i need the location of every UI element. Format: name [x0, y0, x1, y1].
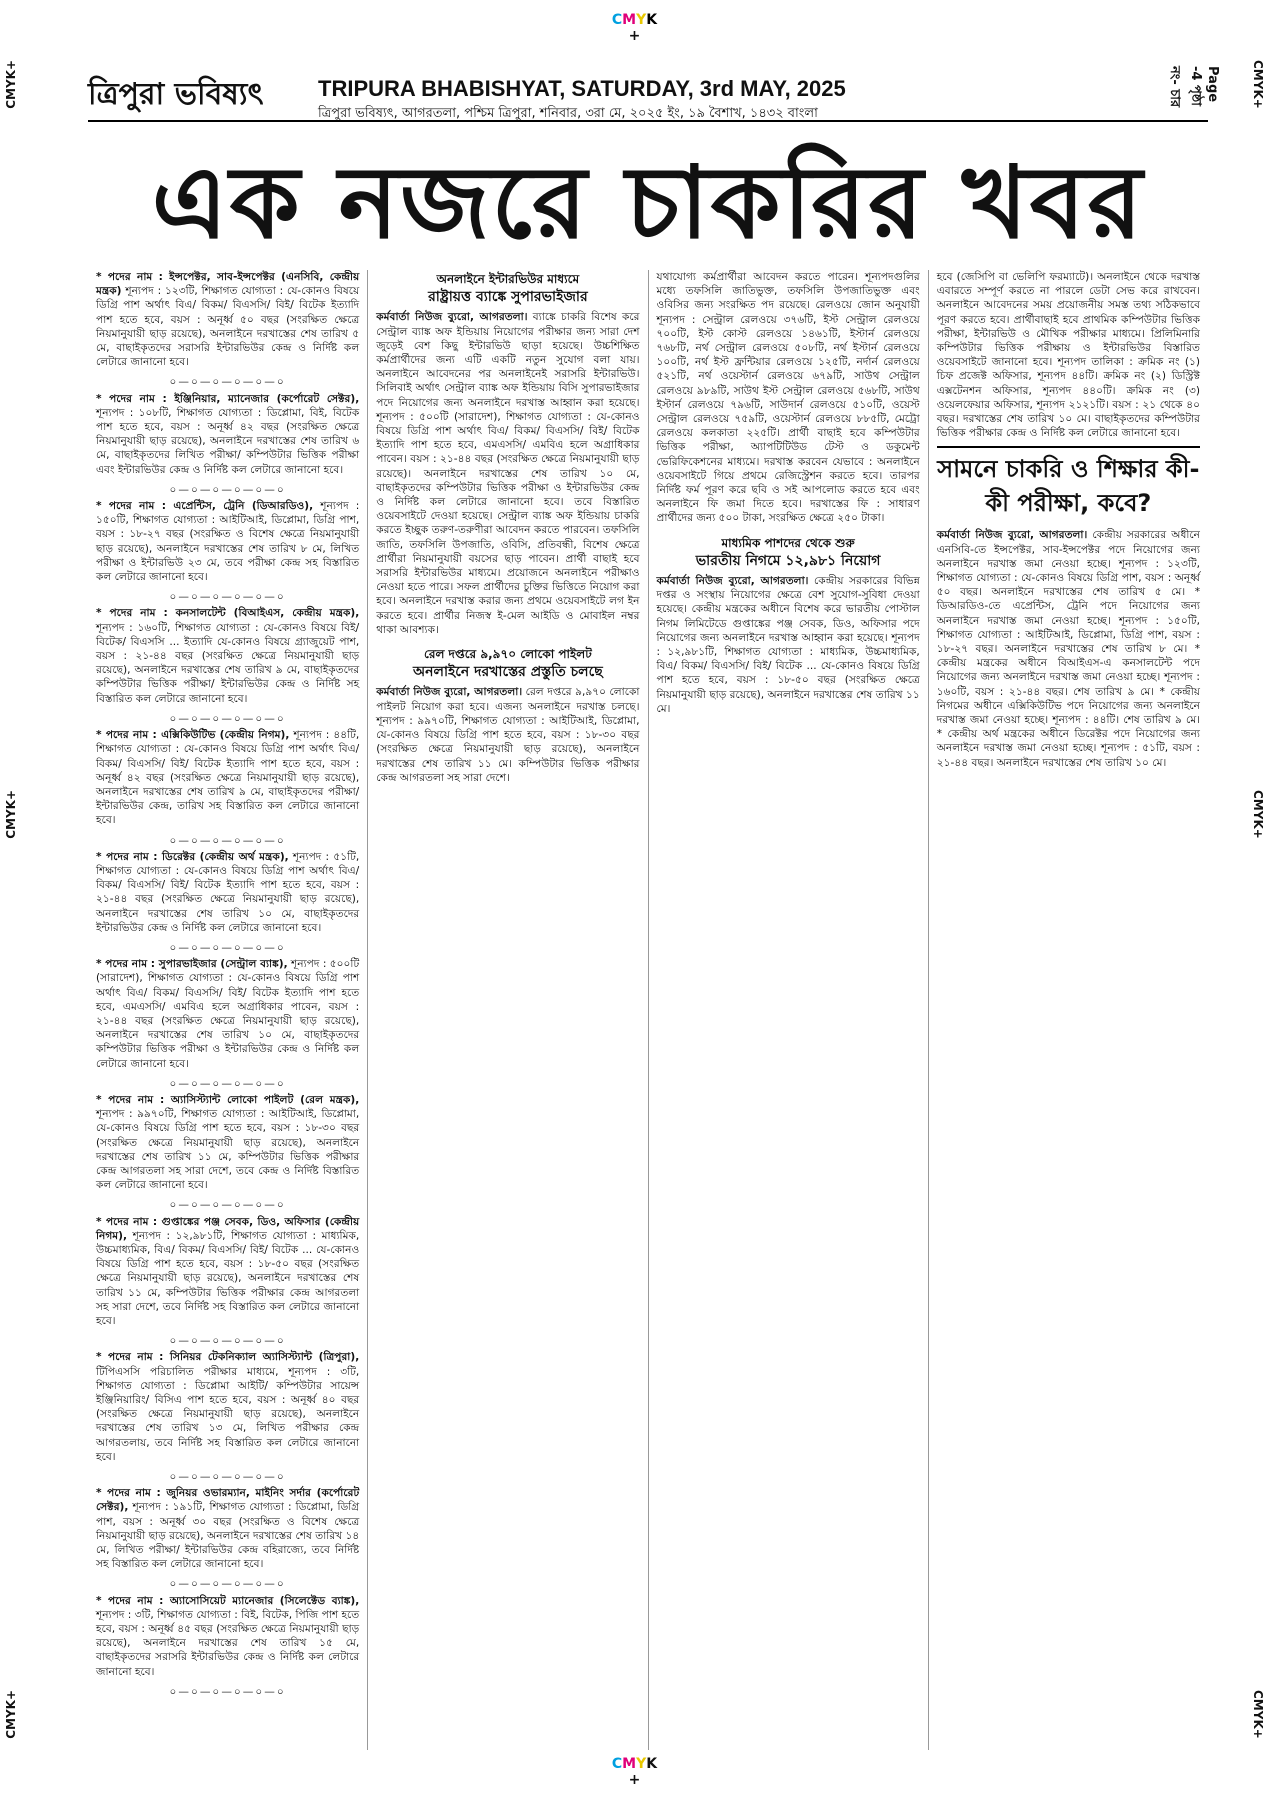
article-body-5: হবে (জেসিপি বা ভেলিপি ফরম্যাটে)। অনলাইনে থেকে দরখাস্ত এবারতে সম্পূর্ণ করতে না পারলে ডেটা সেভ করে রাখবেন। অনলাইনে আবেদনের সময় প্রয়োজনীয় সমস্ত তথ্য সঠিকভাবে পূরণ করতে হবে। প্রার্থীবাছাই হবে প্রাথমিক কম্পিউটার ভিত্তিক পরীক্ষা, ইন্টারভিউ ও মৌখিক পরীক্ষার মাধ্যমে। প্রিলিমিনারি কম্পিউটার ভিত্তিক পরীক্ষায় ও ইন্টারভিউর বিস্তারিত ওয়েবসাইটে জানানো হবে। শূন্যপদ তালিকা : ক্রমিক নং (১) চিফ প্রজেক্ট অফিসার, শূন্যপদ ৪৪টি। ক্রমিক নং (২) ডিস্ট্রিক্ট এক্সটেনশন অফিসার, শূন্যপদ ৪৪০টি। ক্রমিক নং (৩) ওয়েলফেয়ার অফিসার, শূন্যপদ ২১২১টি। বয়স : ২১ থেকে ৪০ বছর। দরখাস্তের শেষ তারিখ ১০ মে। বাছাইকৃতদের কম্পিউটার ভিত্তিক পরীক্ষার কেন্দ্র ও নির্দিষ্ট কল লেটারে জানানো হবে।: [936, 271, 1200, 440]
article-body-4: কেন্দ্রীয় সরকারের বিভিন্ন দপ্তর ও সংস্থায় নিয়োগের ক্ষেত্রে বেশ সুযোগ-সুবিধা দেওয়া হয়েছে। কেন্দ্রীয় মন্ত্রকের অধীনে বিশেষ করে ভারতীয় পোস্টাল নিগম লিমিটেডে গুপ্তাঙ্কের পঞ্জ সেবক, ডিও, অফিসার পদে নিয়োগের জন্য অনলাইনে দরখাস্ত আহ্বান করা হয়েছে। শূন্যপদ : ১২,৯৮১টি, শিক্ষাগত যোগ্যতা : মাধ্যমিক, উচ্চমাধ্যমিক, বিএ/ বিকম/ বিএসসি/ বিই/ বিটেক ... যে-কোনও বিষয়ে ডিগ্রি পাশ হতে হবে, বয়স : ১৮-৫০ বছর (সংরক্ষিত ক্ষেত্রে নিয়মানুযায়ী ছাড় রয়েছে), অনলাইনে দরখাস্তের শেষ তারিখ ১১ মে।: [656, 575, 920, 715]
job-body: শূন্যপদ : ৫০০টি (সারাদেশ), শিক্ষাগত যোগ্যতা : যে-কোনও বিষয়ে ডিগ্রি পাশ অর্থাৎ বিএ/ বিকম/ বিএসসি/ বিই/ বিটেক ইত্যাদি পাশ হতে হবে, এমএসসি/ এমবিএ হলে অগ্রাধিকার পাবেন, বয়স : ২১-৪৪ বছর (সংরক্ষিত ক্ষেত্রে নিয়মানুযায়ী ছাড় রয়েছে), অনলাইনে দরখাস্তের শেষ তারিখ ১০ মে, বাছাইকৃতদের কম্পিউটার ভিত্তিক পরীক্ষা ও ইন্টারভিউর কেন্দ্র ও নির্দিষ্ট কল লেটারে জানানো হবে।: [96, 958, 360, 1070]
article-title-3: ভারতীয় নিগমে ১২,৯৮১ নিয়োগ: [695, 552, 881, 569]
job-body: টিপিএসসি পরিচালিত পরীক্ষার মাধ্যমে, শূন্যপদ : ৩টি, শিক্ষাগত যোগ্যতা : ডিপ্লোমা আইটি/ কম্পিউটার সায়েন্স ইঞ্জিনিয়ারিং/ বিসিএ পাশ হতে হবে, বয়স : অনূর্ধ্ব ৪০ বছর (সংরক্ষিত ক্ষেত্রে নিয়মানুযায়ী ছাড় রয়েছে), অনলাইনে দরখাস্তের শেষ তারিখ ১৩ মে, লিখিত পরীক্ষার কেন্দ্র আগরতলায়, তবে নির্দিষ্ট সহ বিস্তারিত কল লেটারে জানানো হবে।: [96, 1365, 360, 1463]
column-rail-article: [649, 270, 929, 1750]
article-title-2: অনলাইনে দরখাস্তের প্রস্তুতি চলছে: [413, 664, 603, 681]
cmyk-side-right-top: CMYK+: [1251, 60, 1265, 109]
job-listing: [96, 850, 359, 935]
page-headline: এক নজরে চাকরির খবর: [151, 144, 1145, 261]
job-body: শূন্যপদ : ১৫০টি, শিক্ষাগত যোগ্যতা : আইটিআই, ডিপ্লোমা, ডিগ্রি পাশ, বয়স : ১৮-২৭ বছর (সংরক্ষিত ও বিশেষ ক্ষেত্রে নিয়মানুযায়ী ছাড় রয়েছে), অনলাইনে দরখাস্তের শেষ তারিখ ৮ মে, লিখিত পরীক্ষা ও ইন্টারভিউ ২৩ মে, তবে পরীক্ষা কেন্দ্র সহ বিস্তারিত কল লেটারে জানানো হবে।: [96, 500, 360, 584]
job-body: শূন্যপদ : ১০৮টি, শিক্ষাগত যোগ্যতা : ডিপ্লোমা, বিই, বিটেক পাশ হতে হবে, বয়স : অনূর্ধ্ব ৪২ বছর (সংরক্ষিত ক্ষেত্রে নিয়মানুযায়ী ছাড় রয়েছে), অনলাইনে দরখাস্তের শেষ তারিখ ৬ মে, বাছাইকৃতদের লিখিত পরীক্ষা/ কম্পিউটার ভিত্তিক পরীক্ষা এবং ইন্টারভিউর কেন্দ্র ও নির্দিষ্ট কল লেটারে জানানো হবে।: [96, 406, 360, 476]
article-kicker: অনলাইনে ইন্টারভিউর মাধ্যমে: [436, 272, 580, 286]
separator: ০—০—০—০—০—০: [169, 1199, 286, 1212]
job-body: শূন্যপদ : ১৬০টি, শিক্ষাগত যোগ্যতা : যে-কোনও বিষয়ে বিই/ বিটেক/ বিএসসি ... ইত্যাদি যে-কোনও বিষয়ে গ্র্যাজুয়েট পাশ, বয়স : ২১-৪৪ বছর (সংরক্ষিত ক্ষেত্রে নিয়মানুযায়ী ছাড় রয়েছে), অনলাইনে দরখাস্তের শেষ তারিখ ৯ মে, বাছাইকৃতদের কম্পিউটার ভিত্তিক পরীক্ষা/ ইন্টারভিউর কেন্দ্র ও নির্দিষ্ট সহ বিস্তারিত কল লেটারে জানানো হবে।: [96, 621, 360, 705]
exam-box-source: কর্মবার্তা নিউজ ব্যুরো, আগরতলা।: [936, 529, 1088, 542]
separator: ০—০—০—০—০—০: [169, 483, 286, 496]
article-body-2: রেল দপ্তরে ৯,৯৭০ লোকো পাইলট নিয়োগ করা হবে। এজন্য অনলাইনে দরখাস্ত চলছে। শূন্যপদ : ৯৯৭০টি, শিক্ষাগত যোগ্যতা : আইটিআই, ডিপ্লোমা, যে-কোনও বিষয়ে ডিগ্রি পাশ হতে হবে, বয়স : ১৮-৩০ বছর (সংরক্ষিত ক্ষেত্রে নিয়মানুযায়ী ছাড় রয়েছে), অনলাইনে দরখাস্তের শেষ তারিখ ১১ মে। কম্পিউটার ভিত্তিক পরীক্ষার কেন্দ্র আগরতলা সহ সারা দেশে।: [376, 686, 640, 784]
cmyk-top-mark: CMYK +: [611, 12, 658, 44]
job-body: শূন্যপদ : ৯৯৭০টি, শিক্ষাগত যোগ্যতা : আইটিআই, ডিপ্লোমা, যে-কোনও বিষয়ে ডিগ্রি পাশ হতে হবে, বয়স : ১৮-৩০ বছর (সংরক্ষিত ক্ষেত্রে নিয়মানুযায়ী ছাড় রয়েছে), অনলাইনে দরখাস্তের শেষ তারিখ ১১ মে, কম্পিউটার ভিত্তিক পরীক্ষার কেন্দ্র আগরতলা সহ সারা দেশে, তবে কেন্দ্র ও নির্দিষ্ট বিস্তারিত কল লেটারে জানানো হবে।: [96, 1108, 360, 1192]
separator: ০—০—০—০—০—০: [169, 712, 286, 725]
masthead: TRIPURA BHABISHYAT, SATURDAY, 3rd MAY, 2025: [318, 76, 846, 101]
job-body: শূন্যপদ : ১২,৯৮১টি, শিক্ষাগত যোগ্যতা : মাধ্যমিক, উচ্চমাধ্যমিক, বিএ/ বিকম/ বিএসসি/ বিই/ বিটেক ... যে-কোনও বিষয়ে ডিগ্রি পাশ হতে হবে, বয়স : ১৮-৫০ বছর (সংরক্ষিত ক্ষেত্রে নিয়মানুযায়ী ছাড় রয়েছে), অনলাইনে দরখাস্তের শেষ তারিখ ১১ মে, কম্পিউটার ভিত্তিক পরীক্ষার কেন্দ্র আগরতলা সহ সারা দেশে, তবে নির্দিষ্ট সহ বিস্তারিত কল লেটারে জানানো হবে।: [96, 1229, 360, 1328]
page-header: [88, 60, 1220, 122]
cmyk-side-left-bottom: CMYK+: [4, 1690, 18, 1739]
article-body-3: যথাযোগ্য কর্মপ্রার্থীরা আবেদন করতে পারেন। শূন্যপদগুলির মধ্যে তফসিলি জাতিভুক্ত, তফসিলি উপজাতিভুক্ত এবং ওবিসির জন্য সংরক্ষিত পদ রয়েছে। রেলওয়ে জোন অনুযায়ী শূন্যপদ : সেন্ট্রাল রেলওয়ে ৩৭৬টি, ইস্ট সেন্ট্রাল রেলওয়ে ৭০০টি, ইস্ট কোস্ট রেলওয়ে ১৪৬১টি, ইস্টার্ন রেলওয়ে ৭৬৮টি, নর্থ সেন্ট্রাল রেলওয়ে ৫০৮টি, নর্থ ইস্টার্ন রেলওয়ে ১০০টি, নর্থ ইস্ট ফ্রন্টিয়ার রেলওয়ে ১২৫টি, নর্দার্ন রেলওয়ে ৫২১টি, নর্থ ওয়েস্টার্ন রেলওয়ে ৬৭৯টি, সাউথ সেন্ট্রাল রেলওয়ে ৯৮৯টি, সাউথ ইস্ট সেন্ট্রাল রেলওয়ে ৫৬৮টি, সাউথ ইস্টার্ন রেলওয়ে ৭৯৬টি, সাউদার্ন রেলওয়ে ৫১০টি, ওয়েস্ট সেন্ট্রাল রেলওয়ে ৭৫৯টি, ওয়েস্টার্ন রেলওয়ে ৮৮৫টি, মেট্রো রেলওয়ে কলকাতা ২২৫টি। প্রার্থী বাছাই হবে কম্পিউটার ভিত্তিক পরীক্ষা, অ্যাপটিটিউড টেস্ট ও ডকুমেন্ট ভেরিফিকেশনের মাধ্যমে। দরখাস্ত করবেন যেভাবে : অনলাইনে ওয়েবসাইটে গিয়ে প্রথমে রেজিস্ট্রেশন করতে হবে। তারপর নির্দিষ্ট ফর্ম পূরণ করে ছবি ও সই আপলোড করতে হবে এবং অনলাইনে ফি জমা দিতে হবে। দরখাস্তের ফি : সাধারণ প্রার্থীদের জন্য ৫০০ টাকা, সংরক্ষিত ক্ষেত্রে ২৫০ টাকা।: [656, 271, 920, 525]
job-title: * পদের নাম : অ্যাসোসিয়েট ম্যানেজার (সিলেক্টেড ব্যাঙ্ক),: [96, 1594, 360, 1607]
separator: ০—০—০—০—০—০: [169, 1685, 286, 1698]
page-number: Page -4 পৃষ্ঠা নং- চার: [1167, 66, 1220, 108]
job-title: * পদের নাম : জুনিয়র ওভারম্যান, মাইনিং সর্দার (কর্পোরেট সেক্টর),: [96, 1487, 360, 1514]
job-title: * পদের নাম : সুপারভাইজার (সেন্ট্রাল ব্যাঙ্ক),: [96, 958, 288, 971]
job-body: শূন্যপদ : ৪৪টি, শিক্ষাগত যোগ্যতা : যে-কোনও বিষয়ে ডিগ্রি পাশ অর্থাৎ বিএ/ বিকম/ বিএসসি/ বিই/ বিটেক ইত্যাদি পাশ হতে হবে, বয়স : অনূর্ধ্ব ৪২ বছর (সংরক্ষিত ক্ষেত্রে নিয়মানুযায়ী ছাড় রয়েছে), অনলাইনে দরখাস্তের শেষ তারিখ ৯ মে, বাছাইকৃতদের পরীক্ষা/ ইন্টারভিউর কেন্দ্র, তারিখ সহ বিস্তারিত কল লেটারে জানানো হবে।: [96, 729, 360, 827]
job-body: শূন্যপদ : ১৯১টি, শিক্ষাগত যোগ্যতা : ডিপ্লোমা, ডিগ্রি পাশ, বয়স : অনূর্ধ্ব ৩০ বছর (সংরক্ষিত ও বিশেষ ক্ষেত্রে নিয়মানুযায়ী ছাড় রয়েছে), অনলাইনে দরখাস্তের শেষ তারিখ ১৪ মে, লিখিত পরীক্ষা/ ইন্টারভিউর কেন্দ্র বহিরাজ্যে, তবে নির্দিষ্ট সহ বিস্তারিত কল লেটারে জানানো হবে।: [96, 1501, 360, 1571]
job-listing: [96, 957, 359, 1071]
job-listing: [96, 728, 359, 827]
masthead-subline: ত্রিপুরা ভবিষ্যৎ, আগরতলা, পশ্চিম ত্রিপুরা, শনিবার, ৩রা মে, ২০২৫ ইং, ১৯ বৈশাখ, ১৪৩২ বাংলা: [318, 106, 818, 121]
job-title: * পদের নাম : সিনিয়র টেকনিক্যাল অ্যাসিস্ট্যান্ট (ত্রিপুরা),: [96, 1351, 360, 1364]
separator: ০—০—০—০—০—০: [169, 941, 286, 954]
job-listing: [96, 270, 359, 369]
job-title: * পদের নাম : কনসালটেন্ট (বিআইএস, কেন্দ্রীয় মন্ত্রক),: [96, 607, 360, 620]
separator: ০—০—০—০—০—০: [169, 376, 286, 389]
job-listing: [96, 606, 359, 705]
column-bank-article: [368, 270, 648, 1750]
cmyk-side-left-top: CMYK+: [4, 60, 18, 109]
article-source: কর্মবার্তা নিউজ ব্যুরো, আগরতলা।: [376, 311, 528, 324]
job-listing: [96, 1350, 359, 1464]
exam-box-title: সামনে চাকরি ও শিক্ষার কী-কী পরীক্ষা, কবে?: [937, 446, 1200, 520]
cmyk-side-right-bottom: CMYK+: [1251, 1690, 1265, 1739]
cmyk-side-right-mid: CMYK+: [1251, 790, 1265, 839]
newspaper-logo: ত্রিপুরা ভবিষ্যৎ: [88, 77, 264, 112]
article-kicker-2: রেল দপ্তরে ৯,৯৭০ লোকো পাইলট: [423, 647, 592, 662]
job-listing: [96, 1594, 359, 1679]
job-body: শূন্যপদ : ৩টি, শিক্ষাগত যোগ্যতা : বিই, বিটেক, পিজি পাশ হতে হবে, বয়স : অনূর্ধ্ব ৪৫ বছর (সংরক্ষিত ক্ষেত্রে নিয়মানুযায়ী ছাড় রয়েছে), অনলাইনে দরখাস্তের শেষ তারিখ ১৫ মে, বাছাইকৃতদের সরাসরি ইন্টারভিউর কেন্দ্র ও নির্দিষ্ট কল লেটারে জানানো হবে।: [96, 1608, 360, 1678]
article-kicker-3: মাধ্যমিক পাশদের থেকে শুরু: [721, 535, 855, 550]
cmyk-side-left-mid: CMYK+: [4, 790, 18, 839]
job-listing: [96, 1215, 359, 1329]
job-title: * পদের নাম : গুপ্তাঙ্কের পঞ্জ সেবক, ডিও, অফিসার (কেন্দ্রীয় নিগম),: [96, 1215, 360, 1242]
article-body: ব্যাঙ্কে চাকরি বিশেষ করে সেন্ট্রাল ব্যাঙ্ক অফ ইন্ডিয়ায় নিয়োগের পরীক্ষার জন্য সারা দেশ জুড়েই বেশ কিছু ইন্টারভিউ ছাড়া হয়েছে। উচ্চশিক্ষিত কর্মপ্রার্থীদের জন্য এটি একটি নতুন সুযোগ বলা যায়। অনলাইনে আবেদনের পর অনলাইনেই সরাসরি ইন্টারভিউ। সিলিবাই অর্থাৎ সেন্ট্রাল ব্যাঙ্ক অফ ইন্ডিয়ায় বিসি সুপারভাইজার পদে নিয়োগের জন্য অনলাইনে দরখাস্ত আহ্বান করা হয়েছে। শূন্যপদ : ৫০০টি (সারাদেশ), শিক্ষাগত যোগ্যতা : যে-কোনও বিষয়ে ডিগ্রি পাশ অর্থাৎ বিএ/ বিকম/ বিএসসি/ বিই/ বিটেক ইত্যাদি পাশ হতে হবে, এমএসসি/ এমবিএ হলে অগ্রাধিকার পাবেন। বয়স : ২১-৪৪ বছর (সংরক্ষিত ক্ষেত্রে নিয়মানুযায়ী ছাড় রয়েছে)। অনলাইনে দরখাস্তের শেষ তারিখ ১০ মে, বাছাইকৃতদের কম্পিউটার ভিত্তিক পরীক্ষা ও ইন্টারভিউর কেন্দ্র ও নির্দিষ্ট কল লেটারে জানানো হবে। তবে বিস্তারিত ওয়েবসাইটে দেওয়া হয়েছে। সেন্ট্রাল ব্যাঙ্ক অফ ইন্ডিয়ায় চাকরি করতে ইচ্ছুক তরুণ-তরুণীরা আবেদন করতে পারবেন। তফসিলি জাতি, তফসিলি উপজাতি, ওবিসি, প্রতিবন্ধী, বিশেষ ক্ষেত্রে প্রার্থীরা নিয়মানুযায়ী বয়সের ছাড় পাবেন। প্রার্থী বাছাই হবে সরাসরি ইন্টারভিউর মাধ্যমে। প্রয়োজনে অনলাইনে পরীক্ষাও নেওয়া হতে পারে। সফল প্রার্থীদের চুক্তির ভিত্তিতে নিয়োগ করা হবে। অনলাইনে দরখাস্ত করার জন্য প্রথমে ওয়েবসাইটে লগ ইন করতে হবে। প্রার্থীর নিজস্ব ই-মেল আইডি ও মোবাইল নম্বর থাকা আবশ্যক।: [376, 311, 640, 636]
job-title: * পদের নাম : ডিরেক্টর (কেন্দ্রীয় অর্থ মন্ত্রক),: [96, 850, 289, 863]
job-title: * পদের নাম : ইঞ্জিনিয়ার, ম্যানেজার (কর্পোরেট সেক্টর),: [96, 392, 360, 405]
job-title: * পদের নাম : অ্যাসিস্ট্যান্ট লোকো পাইলট (রেল মন্ত্রক),: [96, 1093, 360, 1106]
job-listing: [96, 392, 359, 477]
article-title: রাষ্ট্রায়ত্ত ব্যাঙ্কে সুপারভাইজার: [428, 289, 588, 306]
job-listing: [96, 1486, 359, 1571]
job-body: শূন্যপদ : ৫১টি, শিক্ষাগত যোগ্যতা : যে-কোনও বিষয়ে ডিগ্রি পাশ অর্থাৎ বিএ/ বিকম/ বিএসসি/ বিই/ বিটেক ইত্যাদি পাশ হতে হবে, বয়স : ২১-৪৪ বছর (সংরক্ষিত ক্ষেত্রে নিয়মানুযায়ী ছাড় রয়েছে), অনলাইনে দরখাস্তের শেষ তারিখ ১০ মে, বাছাইকৃতদের ইন্টারভিউর কেন্দ্র ও নির্দিষ্ট কল লেটারে জানানো হবে।: [96, 850, 360, 934]
separator: ০—০—০—০—০—০: [169, 1077, 286, 1090]
separator: ০—০—০—০—০—০: [169, 591, 286, 604]
separator: ০—০—০—০—০—০: [169, 1578, 286, 1591]
article-columns: [88, 270, 1208, 1750]
job-title: * পদের নাম : এক্সিকিউটিভ (কেন্দ্রীয় নিগম),: [96, 729, 290, 742]
job-title: * পদের নাম : এপ্রেন্টিস, ট্রেনি (ডিআরডিও),: [96, 500, 314, 513]
job-body: শূন্যপদ : ১২৩টি, শিক্ষাগত যোগ্যতা : যে-কোনও বিষয়ে ডিগ্রি পাশ অর্থাৎ বিএ/ বিকম/ বিএসসি/ বিই/ বিটেক ইত্যাদি পাশ হতে হবে, বয়স : অনূর্ধ্ব ৫০ বছর (সংরক্ষিত ক্ষেত্রে নিয়মানুযায়ী ছাড় রয়েছে), অনলাইনে দরখাস্তের শেষ তারিখ ৫ মে, বাছাইকৃতদের সরাসরি ইন্টারভিউর কেন্দ্র ও নির্দিষ্ট কল লেটারে জানানো হবে।: [96, 285, 360, 369]
article-source-2: কর্মবার্তা নিউজ ব্যুরো, আগরতলা।: [376, 686, 523, 699]
separator: ০—০—০—০—০—০: [169, 1335, 286, 1348]
separator: ০—০—০—০—০—০: [169, 1471, 286, 1484]
job-listing: [96, 499, 359, 584]
separator: ০—০—০—০—০—০: [169, 834, 286, 847]
article-source-3: কর্মবার্তা নিউজ ব্যুরো, আগরতলা।: [656, 575, 809, 588]
job-title: * পদের নাম : ইন্সপেক্টর, সাব-ইন্সপেক্টর (এনসিবি, কেন্দ্রীয় মন্ত্রক): [96, 271, 360, 298]
exam-box-body: কেন্দ্রীয় সরকারের অধীনে এনসিবি-তে ইন্সপেক্টর, সাব-ইন্সপেক্টর পদে নিয়োগের জন্য অনলাইনে দরখাস্ত জমা নেওয়া হচ্ছে। শূন্যপদ : ১২৩টি, শিক্ষাগত যোগ্যতা : যে-কোনও বিষয়ে ডিগ্রি পাশ, বয়স : অনূর্ধ্ব ৫০ বছর। অনলাইনে দরখাস্তের শেষ তারিখ ৫ মে। * ডিআরডিও-তে এপ্রেন্টিস, ট্রেনি পদে নিয়োগের জন্য অনলাইনে দরখাস্ত জমা নেওয়া হচ্ছে। শূন্যপদ : ১৫০টি, শিক্ষাগত যোগ্যতা : আইটিআই, ডিপ্লোমা, ডিগ্রি পাশ, বয়স : ১৮-২৭ বছর। অনলাইনে দরখাস্তের শেষ তারিখ ৮ মে। * কেন্দ্রীয় মন্ত্রকের অধীনে বিআইএস-এ কনসালটেন্ট পদে নিয়োগের জন্য অনলাইনে দরখাস্ত জমা নেওয়া হচ্ছে। শূন্যপদ : ১৬০টি, বয়স : ২১-৪৪ বছর। শেষ তারিখ ৯ মে। * কেন্দ্রীয় নিগমের অধীনে এক্সিকিউটিভ পদে নিয়োগের জন্য অনলাইনে দরখাস্ত জমা নেওয়া হচ্ছে। শূন্যপদ : ৪৪টি। শেষ তারিখ ৯ মে। * কেন্দ্রীয় অর্থ মন্ত্রকের অধীনে ডিরেক্টর পদে নিয়োগের জন্য অনলাইনে দরখাস্ত জমা নেওয়া হচ্ছে। শূন্যপদ : ৫১টি, বয়স : ২১-৪৪ বছর। অনলাইনে দরখাস্তের শেষ তারিখ ১০ মে।: [936, 529, 1200, 769]
column-exam-box: [929, 270, 1208, 1750]
job-listing: [96, 1093, 359, 1192]
cmyk-bottom-mark: CMYK +: [611, 1756, 658, 1788]
column-job-list: [88, 270, 368, 1750]
